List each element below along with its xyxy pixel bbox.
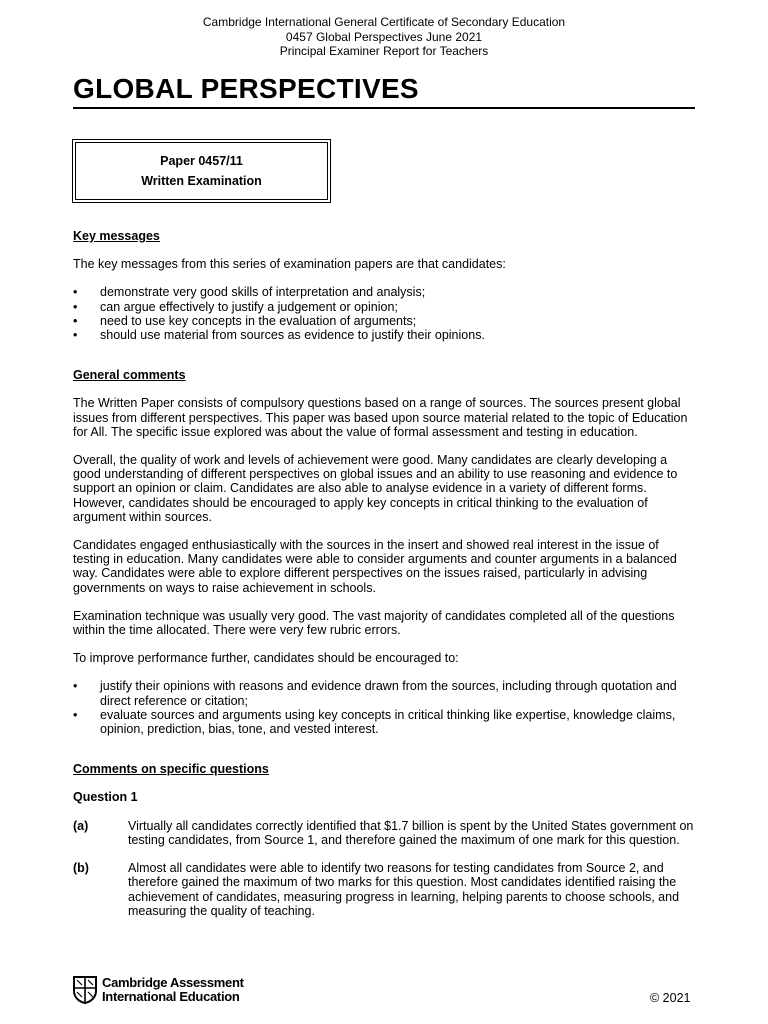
report-header [0,15,768,59]
question-part-text: Almost all candidates were able to identify two reasons for testing candidates from Source 2, and therefore gained the maximum of two marks for this question. Most candidates identified raising the achievement of candidates, measuring progress in learning, helping parents to choose schools, and measuring the quality of teaching. [128,861,680,918]
cambridge-shield-icon [73,976,97,1004]
paper-type: Written Examination [141,174,262,188]
improvement-list [73,679,695,736]
question-part-label: (a) [73,818,89,833]
header-line-2: 0457 Global Perspectives June 2021 [285,29,483,44]
question-part-label: (b) [73,861,89,876]
paragraph: The Written Paper consists of compulsory questions based on a range of sources. The sources present global issues from different perspectives. This paper was based upon source material related to the topic of Education for All. The specific issue explored was about the value of formal assessment and testing in education. [73,396,688,439]
paper-number: Paper 0457/11 [160,154,243,168]
logo-line-1: Cambridge Assessment [102,975,244,990]
paragraph: Overall, the quality of work and levels of achievement were good. Many candidates are clearly developing a good understanding of different perspectives on global issues and an ability to use reasoning and evidence to support an opinion or claim. Candidates are also able to analyse evidence in a variety of different forms. However, candidates should be encouraged to apply key concepts in critical thinking to the evaluation of argument within sources. [73,453,678,524]
question-part [73,861,695,918]
list-item: • demonstrate very good skills of interpretation and analysis; [73,285,695,299]
paragraph: Candidates engaged enthusiastically with the sources in the insert and showed real interest in the issue of testing in education. Many candidates were able to consider arguments and counter arguments in a balanced way. Candidates were able to explore different perspectives on the issues raised, particularly in advising governments on ways to raise achievement in schools. [73,538,677,595]
paragraph: To improve performance further, candidates should be encouraged to: [73,651,459,666]
list-item: • evaluate sources and arguments using key concepts in critical thinking like expertise, knowledge claims, opinion, prediction, bias, tone, and vested interest. [73,708,695,736]
logo-line-2: International Education [102,989,240,1004]
question-1-heading: Question 1 [73,790,138,805]
paper-box [72,139,331,203]
list-item: • justify their opinions with reasons and evidence drawn from the sources, including through quotation and direct reference or citation; [73,679,695,707]
question-part [73,819,695,847]
general-comments-heading: General comments [73,368,186,383]
paragraph: Examination technique was usually very good. The vast majority of candidates completed all of the questions within the time allocated. There were very few rubric errors. [73,608,675,638]
copyright-notice: © 2021 [650,991,691,1005]
question-part-text: Virtually all candidates correctly identified that $1.7 billion is spent by the United States government on testing candidates, from Source 1, and therefore gained the maximum of one mark for this question. [128,818,694,847]
list-item: • should use material from sources as evidence to justify their opinions. [73,328,695,342]
list-item: • need to use key concepts in the evaluation of arguments; [73,314,695,328]
report-body [73,229,695,932]
cambridge-logo [73,976,244,1004]
header-line-1: Cambridge International General Certificate of Secondary Education [202,15,566,29]
key-messages-intro: The key messages from this series of examination papers are that candidates: [73,257,506,272]
list-item: • can argue effectively to justify a judgement or opinion; [73,300,695,314]
specific-questions-heading: Comments on specific questions [73,762,269,777]
page-title: GLOBAL PERSPECTIVES [73,72,695,109]
header-line-3: Principal Examiner Report for Teachers [279,44,489,58]
key-messages-list [73,285,695,342]
key-messages-heading: Key messages [73,229,160,243]
